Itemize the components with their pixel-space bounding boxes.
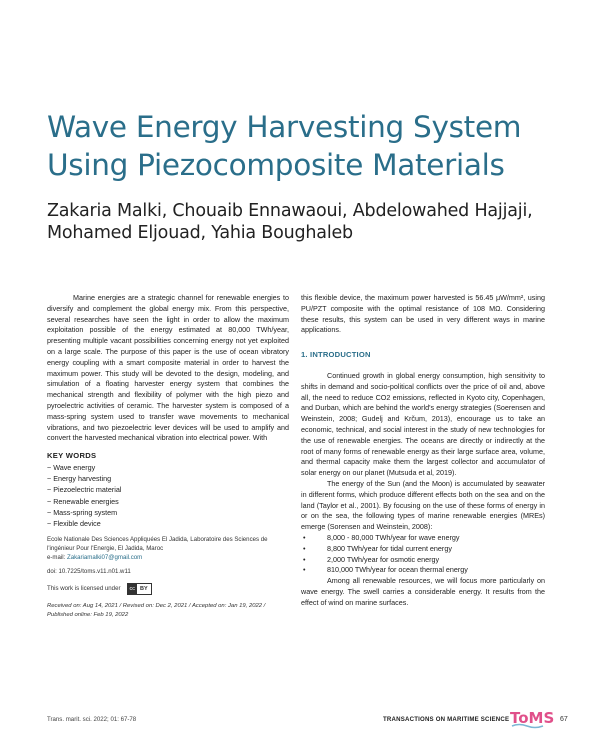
keyword-item: ~ Piezoelectric material <box>47 485 122 495</box>
email-link[interactable]: Zakariamalki07@gmail.com <box>66 554 143 562</box>
license-text: This work is licensed under <box>47 584 121 592</box>
energy-bullet-list <box>301 533 545 576</box>
doi-text[interactable]: doi: 10.7225/toms.v11.n01.w11 <box>47 568 131 576</box>
toms-logo-icon <box>509 706 555 730</box>
abstract-continuation: this flexible device, the maximum power harvested is 56.45 μW/mm², using PU/PZT composite with the optimal resistance of 108 MΩ. Considering these results, this system can be used in very different ways in marine applications. <box>301 293 545 335</box>
keyword-item: ~ Energy harvesting <box>47 474 112 484</box>
abstract-text: Marine energies are a strategic channel for renewable energies to diversify and complement the global energy mix. From this perspective, several researches have seen the light in order to allow the maximum exploitation possible of the energy estimated at 80,000 TWh/year, presenting multiple vacant possibilities concerning energy not yet exploited on a large scale. The purpose of this paper is the use of ocean vibratory energy coupling with a smart composite material in order to harvest the maximum power. This study will be devoted to the design, modeling, and simulation of a floating harvester energy system that combines the mechanical strength and flexibility of polymer with the high piezo and pyroelectric activities of ceramic. The harvester system is composed of a mass-spring system used to transfer wave movements to mechanical vibrations, and two piezoelectric lever devices will be used to amplify and convert the harvested mechanical vibration into electrical power. With <box>47 293 289 443</box>
journal-citation: Trans. marit. sci. 2022; 01: 67-78 <box>47 716 137 723</box>
keyword-item: ~ Renewable energies <box>47 496 119 506</box>
keyword-item: ~ Wave energy <box>47 462 96 472</box>
affiliation-text: Ecole Nationale Des Sciences Appliquées El Jadida, Laboratoire des Sciences de l'ingénieur Pour l'Energie, El Jadida, Maroc <box>47 536 268 553</box>
by-badge-label: BY <box>140 585 148 592</box>
logo-text: ToMS <box>510 709 555 727</box>
right-column <box>301 293 545 609</box>
keywords-heading: KEY WORDS <box>47 451 97 461</box>
publication-dates: Received on: Aug 14, 2021 / Revised on: Dec 2, 2021 / Accepted on: Jan 19, 2022 / Published online: Feb 19, 2022 <box>47 602 266 618</box>
email-label: e-mail: <box>47 554 67 562</box>
cc-badge-label: cc <box>129 585 135 592</box>
author-line-1: Zakaria Malki, Chouaib Ennawaoui, Abdelowahed Hajjaji, <box>47 201 533 221</box>
energy-bullet-item: • 810,000 TWh/year for ocean thermal energy <box>301 565 545 576</box>
email-line <box>47 553 289 562</box>
paper-title <box>47 108 567 184</box>
section-heading-introduction: 1. INTRODUCTION <box>301 350 371 360</box>
left-column <box>47 293 289 619</box>
energy-bullet-item: • 8,000 - 80,000 TWh/year for wave energy <box>301 533 545 544</box>
intro-paragraph-2: The energy of the Sun (and the Moon) is accumulated by seawater in different forms, which produce different effects both on the sea and on the land (Taylor et al., 2001). By focusing on the use of these forms of energy in or on the sea, the following types of marine renewable energies (MREs) emerge (Sorensen and Weinstein, 2008): <box>301 478 545 532</box>
page-number: 67 <box>560 716 568 723</box>
affiliation-block <box>47 535 289 562</box>
keywords-list <box>47 462 289 529</box>
author-line-2: Mohamed Eljouad, Yahia Boughaleb <box>47 223 353 243</box>
author-list <box>47 200 567 244</box>
title-line-2: Using Piezocomposite Materials <box>47 148 505 182</box>
energy-bullet-item: • 2,000 TWh/year for osmotic energy <box>301 555 545 566</box>
intro-paragraph-1: Continued growth in global energy consumption, high sensitivity to shifts in demand and socio-political conflicts over the price of oil and, above all, the need to reduce CO2 emissions, reflected in Kyoto city, Copenhagen, and Durban, which are behind the world's energy strategies (Soerensen and Weinstein, 2008; Gudelj and Krčum, 2013), encourage us to take an economic, technical, and social interest in the study of new technologies for the use of renewable energies. The oceans are directly or indirectly at the root of many forms of renewable energy as their large surface area, volume, and thermal capacity make them the largest collector and accumulator of solar energy on our planet (Mutsuda et al, 2019). <box>301 370 545 478</box>
energy-bullet-item: • 8,800 TWh/year for tidal current energy <box>301 544 545 555</box>
cc-by-badge-icon[interactable] <box>127 583 152 595</box>
license-line <box>47 583 289 595</box>
intro-paragraph-3: Among all renewable resources, we will focus more particularly on wave energy. The swell carries a considerable energy. It results from the effect of wind on marine surfaces. <box>301 576 545 607</box>
keyword-item: ~ Mass-spring system <box>47 507 118 517</box>
title-line-1: Wave Energy Harvesting System <box>47 110 522 144</box>
journal-name: TRANSACTIONS ON MARITIME SCIENCE <box>383 716 510 723</box>
keyword-item: ~ Flexible device <box>47 518 101 528</box>
